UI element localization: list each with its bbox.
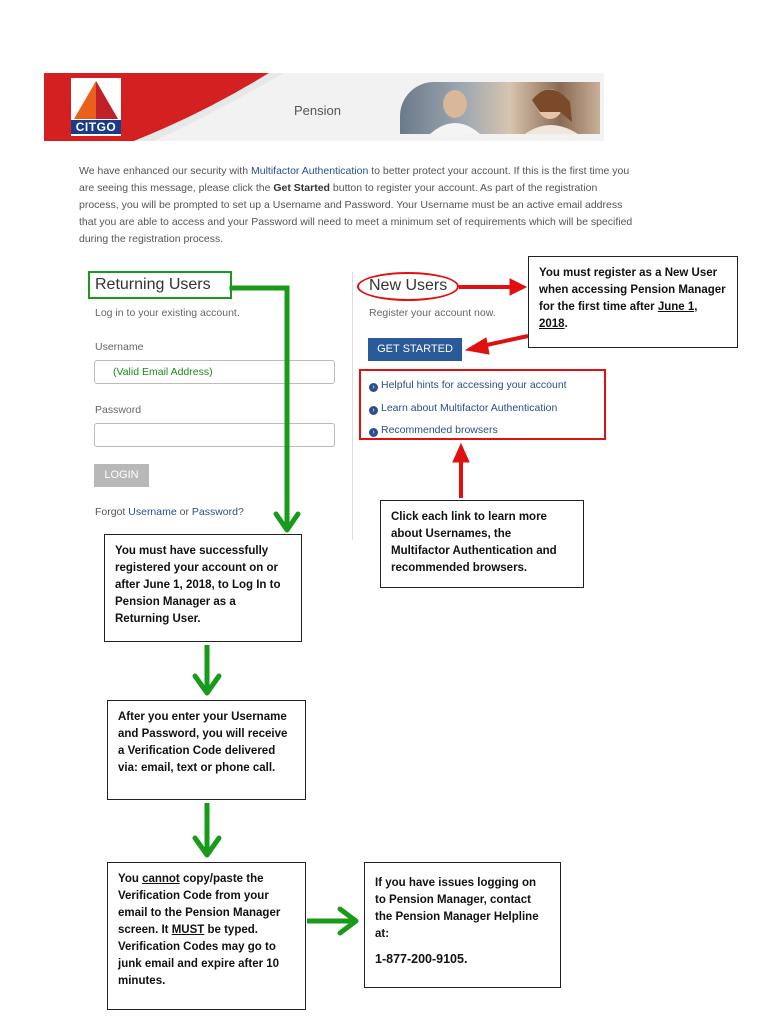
new-users-title: New Users xyxy=(369,277,448,294)
banner-title: Pension xyxy=(294,103,341,118)
link-browsers-label: Recommended browsers xyxy=(381,424,498,436)
chevron-right-icon: › xyxy=(369,383,378,392)
copy-text-3: be typed. Verification Codes may go to junk email and expire after 10 minutes. xyxy=(118,924,280,987)
intro-text-3: button to register your account. As part of the registration process, you will be prompted to set up a Username and Password. Your Username must be an active email address that you are able to access and your Password will need to meet a minimum set of requirements which will be specified during the registration process. xyxy=(79,182,633,245)
callout-links: Click each link to learn more about Usernames, the Multifactor Authentication and recommended browsers. xyxy=(380,500,584,588)
copy-must: MUST xyxy=(171,924,205,936)
forgot-username-link[interactable]: Username xyxy=(128,506,177,518)
username-placeholder: (Valid Email Address) xyxy=(113,366,213,378)
helpline-text: If you have issues logging on to Pension Manager, contact the Pension Manager Helpline at: xyxy=(375,877,539,940)
intro-bold: Get Started xyxy=(273,182,330,194)
forgot-password-link[interactable]: Password xyxy=(191,506,238,518)
logo-text: CITGO xyxy=(71,120,121,134)
returning-users-title: Returning Users xyxy=(95,276,211,293)
callout-returning: You must have successfully registered your account on or after June 1, 2018, to Log In to Pension Manager as a Returning User. xyxy=(104,534,302,642)
forgot-or: or xyxy=(176,506,192,518)
login-button[interactable]: LOGIN xyxy=(94,464,149,487)
link-helpful-hints-label: Helpful hints for accessing your account xyxy=(381,379,567,391)
helpline-phone: 1-877-200-9105. xyxy=(375,952,468,966)
forgot-suffix: ? xyxy=(237,506,244,518)
mfa-link[interactable]: Multifactor Authentication xyxy=(250,165,369,177)
get-started-button[interactable]: GET STARTED xyxy=(368,338,462,361)
callout-register-date: June 1, 2018 xyxy=(539,301,698,330)
green-arrow-returning xyxy=(232,288,298,530)
link-mfa-label: Learn about Multifactor Authentication xyxy=(381,402,558,414)
chevron-right-icon: › xyxy=(369,428,378,437)
password-label: Password xyxy=(95,404,142,416)
copy-text-2: copy/paste the Verification Code from your email to the Pension Manager screen. It xyxy=(118,873,281,936)
copy-text-1: You xyxy=(118,873,143,885)
callout-verification: After you enter your Username and Password, you will receive a Verification Code delivered via: email, text or phone call. xyxy=(107,700,306,800)
callout-register-text: You must register as a New User when accessing Pension Manager for the first time after xyxy=(539,267,726,313)
green-arrow-right xyxy=(307,909,356,933)
green-arrow-down-2 xyxy=(195,803,219,855)
callout-register-end: . xyxy=(564,318,568,330)
red-arrow-new-users xyxy=(459,279,526,295)
chevron-right-icon: › xyxy=(369,406,378,415)
forgot-prefix: Forgot xyxy=(95,506,129,518)
green-arrow-down-1 xyxy=(195,645,219,693)
intro-text-2: to better protect your account. If this is the first time you are seeing this message, please click the xyxy=(79,165,630,194)
returning-users-subtitle: Log in to your existing account. xyxy=(95,307,240,319)
copy-cannot: cannot xyxy=(142,873,180,885)
intro-text-1: We have enhanced our security with xyxy=(79,165,251,177)
new-users-subtitle: Register your account now. xyxy=(369,307,496,319)
red-arrow-get-started xyxy=(466,336,528,354)
red-arrow-links xyxy=(453,444,469,498)
username-label: Username xyxy=(95,341,144,353)
